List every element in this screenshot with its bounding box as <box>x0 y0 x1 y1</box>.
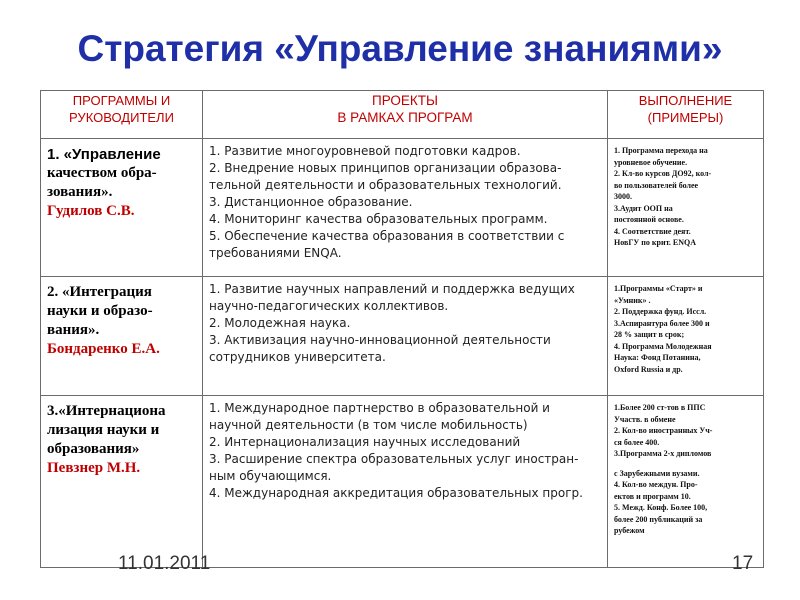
result-line: Наука: Фонд Потанина, <box>614 353 701 362</box>
project-line: 1. Развитие научных направлений и поддержка ведущих <box>209 282 575 296</box>
program-cell <box>41 277 203 396</box>
result-line: 5. Межд. Конф. Более 100, <box>614 503 708 512</box>
project-line: 2. Внедрение новых принципов организации образова- <box>209 161 562 175</box>
program-name: образования» <box>47 441 140 457</box>
header-programs-line: ПРОГРАММЫ И <box>72 93 171 108</box>
header-projects-line: ПРОЕКТЫ <box>372 93 438 108</box>
footer-date: 11.01.2011 <box>118 553 211 574</box>
program-name: вания». <box>47 322 100 338</box>
project-line: требованиями ENQA. <box>209 246 342 260</box>
project-line: 3. Расширение спектра образовательных услуг иностран- <box>209 452 579 466</box>
project-line: 1. Международное партнерство в образовательной и <box>209 401 550 415</box>
result-line: 1.Более 200 ст-тов в ППС <box>614 403 706 412</box>
program-cell <box>41 396 203 568</box>
result-line: ектов и программ 10. <box>614 491 691 501</box>
program-cell <box>41 139 203 277</box>
result-line: ся более 400. <box>614 437 660 447</box>
header-projects-line: В РАМКАХ ПРОГРАМ <box>337 110 473 125</box>
project-line: 3. Активизация научно-инновационной деятельности <box>209 333 551 347</box>
strategy-table <box>40 90 764 568</box>
result-line: с Зарубежными вузами. <box>614 468 700 478</box>
table-row <box>41 277 764 396</box>
result-line: 3.Аудит ООП на <box>614 203 673 213</box>
result-line: 3.Программа 2-х дипломов <box>614 449 712 458</box>
program-name: лизация науки и <box>47 422 160 438</box>
program-name: 3.«Интернациона <box>47 403 166 419</box>
slide-title: Стратегия «Управление знаниями» <box>77 28 723 69</box>
result-line: Oxford Russia и др. <box>614 364 683 374</box>
program-leader: Певзнер М.Н. <box>47 460 141 476</box>
results-cell <box>608 277 764 396</box>
header-results <box>608 91 764 139</box>
result-line: 3000. <box>614 192 632 201</box>
header-results-line: ВЫПОЛНЕНИЕ <box>638 93 733 108</box>
result-line: рубежом <box>614 526 645 535</box>
project-line: 2. Молодежная наука. <box>209 316 351 330</box>
result-line: постоянной основе. <box>614 215 684 224</box>
project-line: 2. Интернационализация научных исследований <box>209 435 521 449</box>
program-name: 2. «Интеграция <box>47 284 152 300</box>
project-line: тельной деятельности и образовательных технологий. <box>209 178 562 192</box>
table-header-row <box>41 91 764 139</box>
header-programs <box>41 91 203 139</box>
program-leader: Бондаренко Е.А. <box>47 341 160 357</box>
results-cell <box>608 139 764 277</box>
program-leader: Гудилов С.В. <box>47 203 135 219</box>
project-line: научно-педагогических коллективов. <box>209 299 449 313</box>
header-projects <box>203 91 608 139</box>
result-line: 28 % защит в срок; <box>614 330 685 339</box>
result-line: 2. Кл-во курсов ДО92, кол- <box>614 169 712 178</box>
project-line: 4. Мониторинг качества образовательных программ. <box>209 212 548 226</box>
result-line: 1.Программы «Старт» и <box>614 284 703 293</box>
program-name: науки и образо- <box>47 303 153 319</box>
project-line: 5. Обеспечение качества образования в соответствии с <box>209 229 565 243</box>
projects-cell <box>203 396 608 568</box>
result-line: «Умник» . <box>614 295 651 305</box>
projects-cell <box>203 139 608 277</box>
result-line: 4. Соответствие деят. <box>614 226 691 236</box>
program-name: качеством обра- <box>47 165 157 181</box>
result-line: 2. Кол-во иностранных Уч- <box>614 426 713 435</box>
result-line: во пользователей более <box>614 180 699 190</box>
result-line: 2. Поддержка фунд. Иссл. <box>614 307 707 316</box>
result-line: 4. Кол-во междун. Про- <box>614 480 698 489</box>
page-number: 17 <box>732 553 754 574</box>
result-line: 3.Аспирантура более 300 и <box>614 318 710 328</box>
header-programs-line: РУКОВОДИТЕЛИ <box>69 110 174 125</box>
program-name: зования». <box>47 184 113 200</box>
spacer <box>614 460 760 468</box>
project-line: 3. Дистанционное образование. <box>209 195 413 209</box>
project-line: 4. Международная аккредитация образовательных прогр. <box>209 486 583 500</box>
results-cell <box>608 396 764 568</box>
result-line: 1. Программа перехода на <box>614 146 708 155</box>
project-line: 1. Развитие многоуровневой подготовки кадров. <box>209 144 521 158</box>
result-line: 4. Программа Молодежная <box>614 341 712 351</box>
table-row <box>41 396 764 568</box>
result-line: уровневое обучение. <box>614 157 688 167</box>
header-results-line: (ПРИМЕРЫ) <box>647 110 724 125</box>
program-name: 1. «Управление <box>47 146 161 163</box>
project-line: научной деятельности (в том числе мобильность) <box>209 418 528 432</box>
table-row <box>41 139 764 277</box>
result-line: Участв. в обмене <box>614 414 676 424</box>
project-line: сотрудников университета. <box>209 350 386 364</box>
result-line: более 200 публикаций за <box>614 514 703 524</box>
project-line: ным обучающимся. <box>209 469 332 483</box>
projects-cell <box>203 277 608 396</box>
result-line: НовГУ по крит. ENQA <box>614 238 697 247</box>
